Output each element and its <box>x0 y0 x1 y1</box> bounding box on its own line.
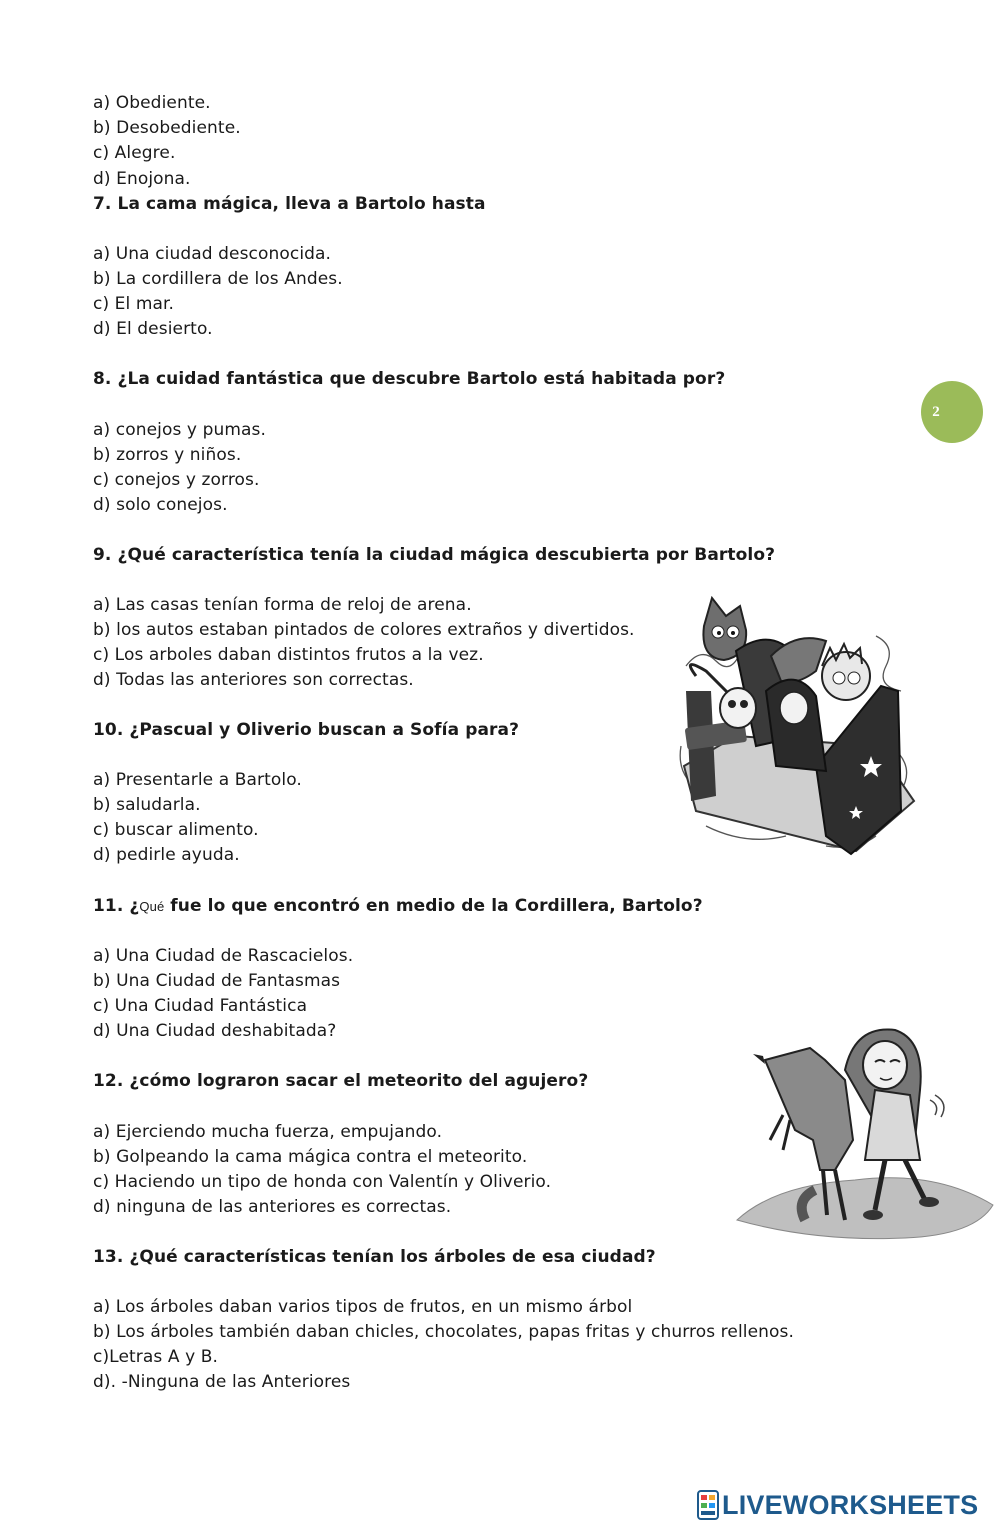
q11-prefix: 11. ¿ <box>93 896 140 916</box>
option-text: c)Letras A y B. <box>93 1347 219 1367</box>
option-text: b) Desobediente. <box>93 118 241 138</box>
question-13: 13. ¿Qué características tenían los árboles de esa ciudad? <box>93 1247 656 1267</box>
option-text: b) zorros y niños. <box>93 445 242 465</box>
option-text: a) Presentarle a Bartolo. <box>93 770 302 790</box>
option-text: a) Una Ciudad de Rascacielos. <box>93 946 354 966</box>
option-text: a) Obediente. <box>93 93 211 113</box>
option-text: d) El desierto. <box>93 319 213 339</box>
option-text: b) los autos estaban pintados de colores extraños y divertidos. <box>93 620 635 640</box>
liveworksheets-logo <box>697 1488 978 1522</box>
option-text: c) El mar. <box>93 294 175 314</box>
option-text: c) conejos y zorros. <box>93 470 260 490</box>
characters-on-bed-illustration <box>676 596 924 858</box>
option-text: b) Golpeando la cama mágica contra el meteorito. <box>93 1147 528 1167</box>
liveworksheets-logo-icon <box>697 1490 719 1520</box>
option-text: a) Los árboles daban varios tipos de frutos, en un mismo árbol <box>93 1297 633 1317</box>
option-text: d) ninguna de las anteriores es correctas. <box>93 1197 452 1217</box>
option-text: d) pedirle ayuda. <box>93 845 240 865</box>
question-10: 10. ¿Pascual y Oliverio buscan a Sofía para? <box>93 720 520 740</box>
liveworksheets-logo-text: LIVEWORKSHEETS <box>722 1489 979 1520</box>
question-7: 7. La cama mágica, lleva a Bartolo hasta <box>93 194 486 214</box>
option-text: d). -Ninguna de las Anteriores <box>93 1372 351 1392</box>
option-text: a) conejos y pumas. <box>93 420 266 440</box>
option-text: b) Una Ciudad de Fantasmas <box>93 971 341 991</box>
option-text: b) Los árboles también daban chicles, chocolates, papas fritas y churros rellenos. <box>93 1322 794 1342</box>
option-text: d) Enojona. <box>93 169 191 189</box>
option-text: b) La cordillera de los Andes. <box>93 269 343 289</box>
q11-small-word: Qué <box>139 899 165 914</box>
question-9: 9. ¿Qué característica tenía la ciudad mágica descubierta por Bartolo? <box>93 545 776 565</box>
option-text: a) Las casas tenían forma de reloj de arena. <box>93 595 472 615</box>
question-11 <box>93 895 703 918</box>
page-number-badge: 2 <box>921 381 983 443</box>
question-12: 12. ¿cómo lograron sacar el meteorito del agujero? <box>93 1071 589 1091</box>
option-text: c) Haciendo un tipo de honda con Valentín y Oliverio. <box>93 1172 552 1192</box>
option-text: d) solo conejos. <box>93 495 228 515</box>
option-text: a) Una ciudad desconocida. <box>93 244 332 264</box>
option-text: c) Una Ciudad Fantástica <box>93 996 308 1016</box>
q11-suffix: fue lo que encontró en medio de la Cordillera, Bartolo? <box>164 896 703 916</box>
option-text: c) buscar alimento. <box>93 820 259 840</box>
fox-and-girl-illustration <box>735 1020 997 1244</box>
option-text: b) saludarla. <box>93 795 201 815</box>
question-8: 8. ¿La cuidad fantástica que descubre Bartolo está habitada por? <box>93 369 726 389</box>
option-text: c) Los arboles daban distintos frutos a la vez. <box>93 645 484 665</box>
option-text: d) Todas las anteriores son correctas. <box>93 670 414 690</box>
option-text: a) Ejerciendo mucha fuerza, empujando. <box>93 1122 443 1142</box>
option-text: d) Una Ciudad deshabitada? <box>93 1021 337 1041</box>
option-text: c) Alegre. <box>93 143 176 163</box>
